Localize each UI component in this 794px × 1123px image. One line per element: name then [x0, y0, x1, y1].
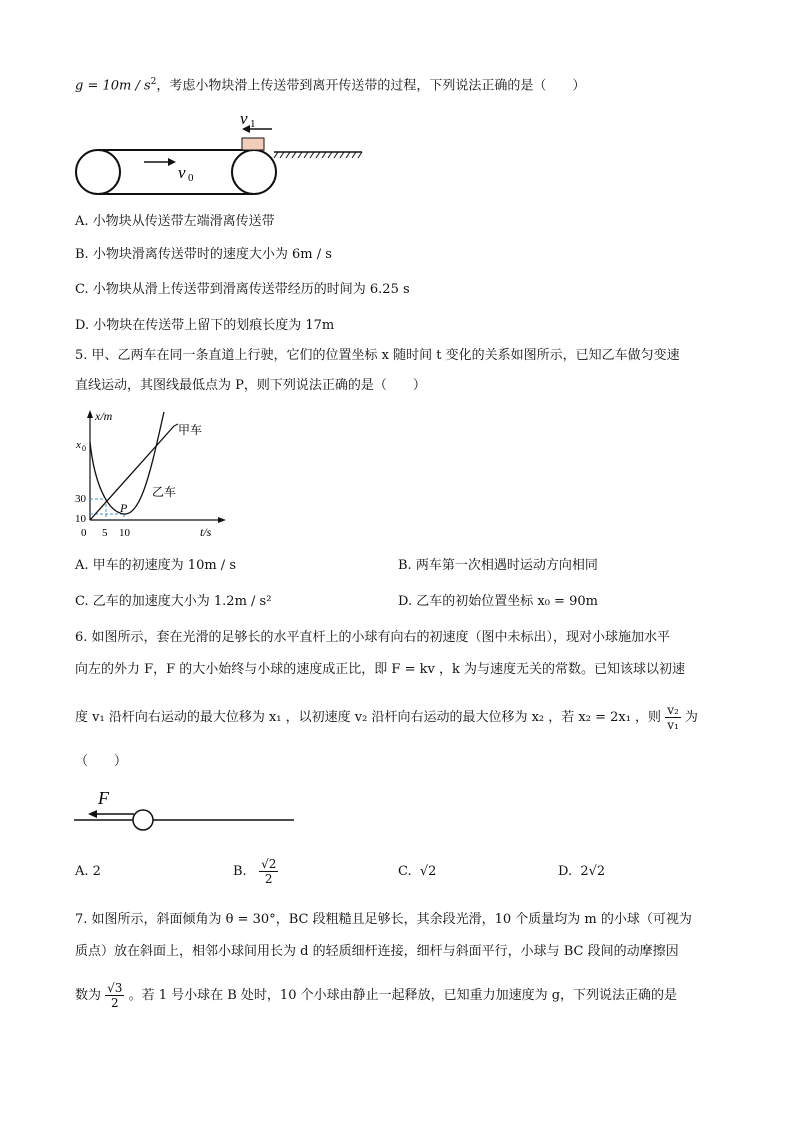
q6-stem-line4: （ ） [75, 754, 128, 769]
q5-option-d[interactable]: D. 乙车的初始位置坐标 x₀ = 90m [398, 594, 598, 609]
v1-sub: 1 [250, 118, 256, 130]
q4-option-d[interactable]: D. 小物块在传送带上留下的划痕长度为 17m [75, 318, 335, 333]
y-axis-label: x/m [95, 409, 113, 423]
q4-intro [75, 72, 585, 96]
q4-option-b[interactable]: B. 小物块滑离传送带时的速度大小为 6m / s [75, 247, 332, 262]
q6-stem-line3: 度 v₁ 沿杆向右运动的最大位移为 x₁ ，以初速度 v₂ 沿杆向右运动的最大位移为 x₂ ，若 x₂ = 2x₁ ，则 $\frac{\text{v₂}}{\text{v₁}}$ 为 [75, 703, 698, 732]
q4-intro-formula: g = 10m / s [75, 78, 151, 94]
x-tick-5: 5 [102, 527, 108, 539]
rod-figure [70, 782, 300, 842]
ball-icon [133, 810, 153, 830]
series-b-label: 乙车 [152, 485, 177, 499]
q5-option-b[interactable]: B. 两车第一次相遇时运动方向相同 [398, 558, 598, 573]
q6-option-a[interactable]: A. 2 [75, 864, 101, 879]
q7-stem-line3: 数为 $\frac{√3}{2}$ 。若 1 号小球在 B 处时，10 个小球由静止一起释放，已知重力加速度为 g，下列说法正确的是 [75, 981, 678, 1010]
q5-stem-line1: 5. 甲、乙两车在同一条直道上行驶，它们的位置坐标 x 随时间 t 变化的关系如图所示，已知乙车做匀变速 [75, 348, 680, 363]
q4-option-c[interactable]: C. 小物块从滑上传送带到滑离传送带经历的时间为 6.25 s [75, 282, 410, 297]
q6-stem-line2: 向左的外力 F，F 的大小始终与小球的速度成正比，即 F = kv ，k 为与速度无关的常数。已知该球以初速 [75, 662, 685, 677]
q7-fraction: $\frac{√3}{2}$ [107, 981, 123, 1010]
q5-option-c[interactable]: C. 乙车的加速度大小为 1.2m / s² [75, 594, 272, 609]
y-tick-30: 30 [75, 493, 86, 505]
q6-option-c[interactable]: C. √2 [398, 864, 437, 879]
series-a-line [90, 426, 177, 520]
x-tick-10: 10 [119, 527, 130, 539]
q4-intro-text: ，考虑小物块滑上传送带到离开传送带的过程，下列说法正确的是（ ） [156, 78, 586, 94]
q4-intro-sup: 2 [150, 77, 157, 87]
point-p-label: P [120, 501, 128, 515]
q6-fraction: $\frac{\text{v₂}}{\text{v₁}}$ [667, 703, 679, 732]
q5-option-a[interactable]: A. 甲车的初速度为 10m / s [75, 558, 236, 573]
force-label: F [98, 788, 109, 808]
q6-option-b[interactable]: B. $\frac{√2}{2}$ [233, 857, 277, 886]
conveyor-figure [70, 104, 370, 200]
q6-stem-line1: 6. 如图所示，套在光滑的足够长的水平直杆上的小球有向右的初速度（图中未标出），现对小球施加水平 [75, 630, 671, 645]
q7-stem-line1: 7. 如图所示，斜面倾角为 θ = 30°，BC 段粗糙且足够长，其余段光滑，10 个质量均为 m 的小球（可视为 [75, 912, 692, 927]
v0-label: v [178, 163, 186, 182]
y-tick-10: 10 [75, 513, 86, 525]
y-tick-x0: x [76, 439, 81, 451]
v0-sub: 0 [188, 172, 194, 184]
q5-stem-line2: 直线运动，其图线最低点为 P，则下列说法正确的是（ ） [75, 378, 426, 393]
y-tick-x0-sub: 0 [82, 444, 86, 453]
block-icon [242, 138, 264, 150]
v1-label: v [240, 109, 248, 128]
q6-option-d[interactable]: D. 2√2 [558, 864, 606, 879]
arrow-right-icon [168, 158, 176, 166]
q4-option-a[interactable]: A. 小物块从传送带左端滑离传送带 [75, 214, 275, 229]
xt-graph [72, 404, 232, 544]
arrow-left-icon [88, 810, 97, 818]
series-a-label: 甲车 [178, 423, 203, 437]
x-axis-label: t/s [200, 525, 212, 539]
origin-label: 0 [81, 527, 87, 539]
q7-stem-line2: 质点）放在斜面上，相邻小球间用长为 d 的轻质细杆连接，细杆与斜面平行，小球与 BC 段间的动摩擦因 [75, 944, 679, 959]
